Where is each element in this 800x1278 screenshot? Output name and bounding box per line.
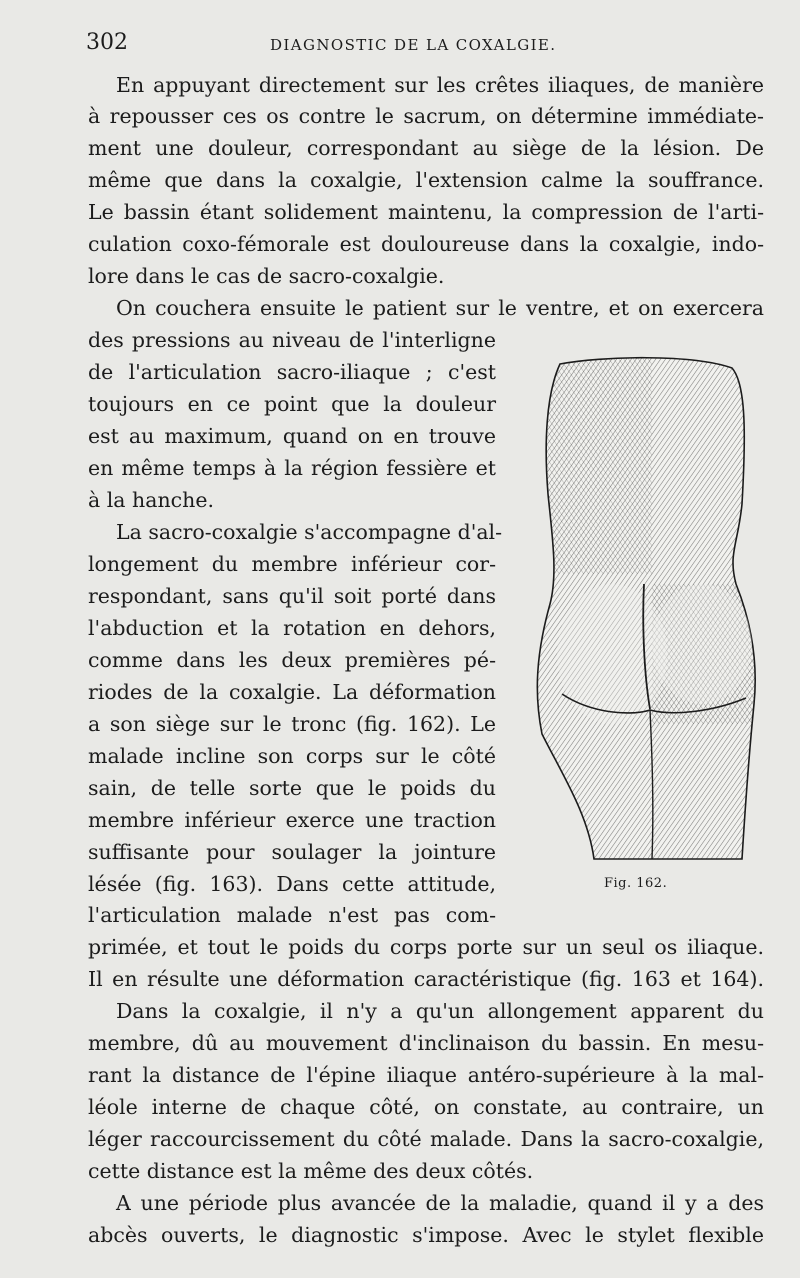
text-line: abcès ouverts, le diagnostic s'impose. Avec le stylet flexible [88, 1223, 764, 1247]
text-line: primée, et tout le poids du corps porte sur un seul os iliaque. [88, 935, 764, 959]
text-line: de l'articulation sacro-iliaque ; c'est [88, 360, 496, 384]
text-line: à la hanche. [88, 488, 214, 512]
text-line: longement du membre inférieur cor- [88, 552, 496, 576]
figure-caption: Fig. 162. [604, 876, 668, 891]
text-line: l'articulation malade n'est pas com- [88, 903, 496, 927]
text-line: Le bassin étant solidement maintenu, la compression de l'arti- [88, 200, 764, 224]
text-line: l'abduction et la rotation en dehors, [88, 616, 496, 640]
figure-162 [532, 354, 766, 866]
text-line: ment une douleur, correspondant au siège de la lésion. De [88, 136, 764, 160]
text-line: lésée (fig. 163). Dans cette attitude, [88, 872, 496, 896]
text-line: comme dans les deux premières pé- [88, 648, 496, 672]
text-line: même que dans la coxalgie, l'extension calme la souffrance. [88, 168, 764, 192]
text-line: léole interne de chaque côté, on constate, au contraire, un [88, 1095, 764, 1119]
text-line: est au maximum, quand on en trouve [88, 424, 496, 448]
text-line: A une période plus avancée de la maladie, quand il y a des [116, 1191, 764, 1215]
text-line: membre, dû au mouvement d'inclinaison du bassin. En mesu- [88, 1031, 764, 1055]
running-title: DIAGNOSTIC DE LA COXALGIE. [270, 36, 557, 54]
text-line: en même temps à la région fessière et [88, 456, 496, 480]
text-line: suffisante pour soulager la jointure [88, 840, 496, 864]
text-line: Dans la coxalgie, il n'y a qu'un allongement apparent du [116, 999, 764, 1023]
text-line: respondant, sans qu'il soit porté dans [88, 584, 496, 608]
text-line: Il en résulte une déformation caractéristique (fig. 163 et 164). [88, 967, 764, 991]
text-line: culation coxo-fémorale est douloureuse dans la coxalgie, indo- [88, 232, 764, 256]
text-line: En appuyant directement sur les crêtes iliaques, de manière [116, 73, 764, 97]
page-header [86, 30, 766, 62]
text-line: cette distance est la même des deux côtés. [88, 1159, 534, 1183]
page-number: 302 [86, 30, 128, 55]
text-line: toujours en ce point que la douleur [88, 392, 496, 416]
text-line: léger raccourcissement du côté malade. Dans la sacro-coxalgie, [88, 1127, 764, 1151]
torso-back-engraving-icon [532, 354, 766, 866]
text-line: a son siège sur le tronc (fig. 162). Le [88, 712, 496, 736]
text-line: sain, de telle sorte que le poids du [88, 776, 496, 800]
text-line: membre inférieur exerce une traction [88, 808, 496, 832]
text-line: lore dans le cas de sacro-coxalgie. [88, 264, 445, 288]
text-line: à repousser ces os contre le sacrum, on détermine immédiate- [88, 104, 764, 128]
text-line: On couchera ensuite le patient sur le ventre, et on exercera [116, 296, 764, 320]
text-line: des pressions au niveau de l'interligne [88, 328, 496, 352]
text-line: malade incline son corps sur le côté [88, 744, 496, 768]
text-line: rant la distance de l'épine iliaque antéro-supérieure à la mal- [88, 1063, 764, 1087]
text-line: riodes de la coxalgie. La déformation [88, 680, 496, 704]
text-line: La sacro-coxalgie s'accompagne d'al- [116, 520, 503, 544]
